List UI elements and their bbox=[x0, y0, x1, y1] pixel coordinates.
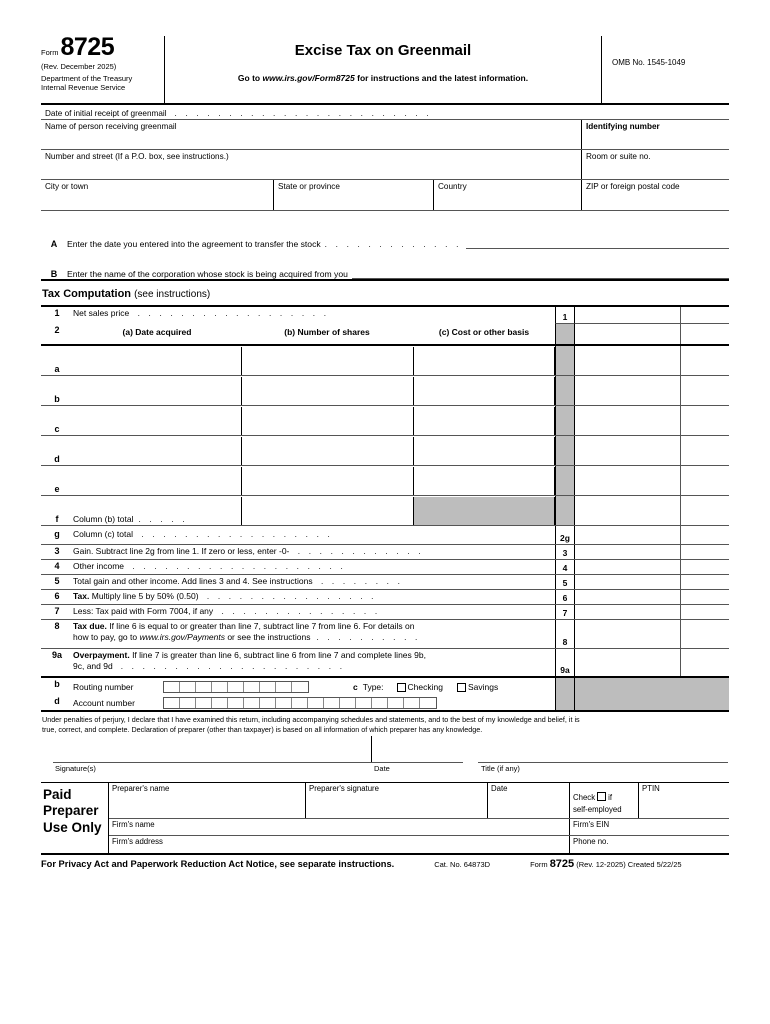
name-field[interactable] bbox=[41, 120, 581, 149]
row-a-amount-blank bbox=[575, 346, 681, 375]
country-field[interactable] bbox=[433, 180, 581, 210]
preparer-signature-label: Preparer's signature bbox=[309, 783, 379, 793]
row-c-col-a[interactable] bbox=[73, 407, 241, 435]
line-7-amount[interactable] bbox=[575, 605, 681, 619]
goto-url[interactable]: www.irs.gov/Form8725 bbox=[262, 73, 355, 83]
line-b-letter: B bbox=[50, 269, 58, 279]
signatures-label: Signature(s) bbox=[55, 763, 96, 773]
ptin-field[interactable] bbox=[639, 783, 729, 818]
room-label: Room or suite no. bbox=[586, 152, 651, 161]
paid-preparer-line-1: Paid bbox=[43, 786, 72, 802]
checkbox-checking[interactable] bbox=[397, 683, 406, 692]
identifying-number-label: Identifying number bbox=[586, 122, 660, 131]
row-b-gray bbox=[555, 376, 575, 405]
line-a-input[interactable] bbox=[466, 238, 729, 249]
line-1-amount[interactable] bbox=[575, 307, 681, 324]
line-2g-text-wrap bbox=[73, 526, 555, 544]
line-3-box-number: 3 bbox=[555, 545, 575, 559]
line-2-number: 2 bbox=[54, 325, 60, 335]
form-footer bbox=[41, 855, 729, 870]
line-9b-label: Routing number bbox=[73, 682, 134, 692]
line-5-number: 5 bbox=[54, 576, 60, 586]
line-6-dots: . . . . . . . . . . . . . . . . bbox=[206, 592, 377, 601]
line-4-row bbox=[41, 560, 729, 575]
row-b-col-b[interactable] bbox=[241, 377, 413, 405]
line-b-row bbox=[41, 249, 729, 279]
line-9d-number: d bbox=[54, 696, 60, 706]
row-c-gray bbox=[555, 406, 575, 435]
line-2-header-row bbox=[41, 324, 729, 346]
row-c-col-c[interactable] bbox=[413, 407, 555, 435]
form-body bbox=[41, 33, 729, 870]
row-d-amount-blank bbox=[575, 436, 681, 465]
line-4-cents[interactable] bbox=[681, 560, 729, 574]
account-number-input[interactable] bbox=[163, 697, 437, 709]
state-field[interactable] bbox=[273, 180, 433, 210]
line-8-row bbox=[41, 620, 729, 649]
omb-block bbox=[602, 36, 729, 103]
firm-address-label: Firm's address bbox=[112, 836, 163, 846]
line-2f-letter: f bbox=[55, 514, 59, 524]
name-label: Name of person receiving greenmail bbox=[45, 122, 177, 131]
signature-date-label: Date bbox=[374, 763, 390, 773]
row-letter-e: e bbox=[54, 484, 60, 494]
department-line-1: Department of the Treasury bbox=[41, 73, 133, 83]
line-6-box-number: 6 bbox=[555, 590, 575, 604]
line-7-cents[interactable] bbox=[681, 605, 729, 619]
row-e-cells bbox=[73, 466, 555, 495]
tax-computation-note: (see instructions) bbox=[134, 289, 211, 300]
line-6-cents[interactable] bbox=[681, 590, 729, 604]
line-7-dots: . . . . . . . . . . . . . . . bbox=[221, 607, 381, 616]
table-row bbox=[41, 346, 729, 376]
line-a-dots: . . . . . . . . . . . . . bbox=[324, 240, 462, 249]
checkbox-savings[interactable] bbox=[457, 683, 466, 692]
line-4-box-number: 4 bbox=[555, 560, 575, 574]
row-d-cells bbox=[73, 436, 555, 465]
col-a-header bbox=[73, 327, 241, 344]
line-9a-amount[interactable] bbox=[575, 649, 681, 676]
line-9a-box-number: 9a bbox=[555, 649, 575, 676]
zip-label: ZIP or foreign postal code bbox=[586, 182, 680, 191]
department-line-2: Internal Revenue Service bbox=[41, 83, 126, 93]
line-b-text: Enter the name of the corporation whose stock is being acquired from you bbox=[67, 269, 348, 279]
line-9b-row bbox=[41, 678, 729, 695]
goto-suffix: for instructions and the latest information. bbox=[354, 73, 529, 83]
title-label: Title (if any) bbox=[481, 763, 520, 773]
line-2f-gray bbox=[413, 497, 555, 525]
date-of-receipt-cell[interactable] bbox=[41, 105, 729, 119]
line-5-text-wrap bbox=[73, 575, 555, 589]
line-b-input[interactable] bbox=[352, 268, 729, 279]
col-b-label: (b) Number of shares bbox=[284, 327, 370, 337]
line-9c-label: Type: bbox=[362, 682, 384, 692]
line-8-number: 8 bbox=[54, 621, 60, 631]
form-label: Form bbox=[41, 48, 59, 57]
preparer-date-label: Date bbox=[491, 783, 508, 793]
line-9d-row bbox=[41, 695, 729, 712]
line-7-number: 7 bbox=[54, 606, 60, 616]
line-9d-gray-amount bbox=[575, 695, 681, 710]
line-2f-text: Column (b) total bbox=[73, 514, 134, 524]
title-line[interactable] bbox=[478, 762, 728, 763]
row-letter-b: b bbox=[54, 394, 60, 404]
row-e-cents-blank bbox=[681, 466, 729, 495]
line-7-row bbox=[41, 605, 729, 620]
line-4-dots: . . . . . . . . . . . . . . . . . . . . bbox=[132, 562, 346, 571]
row-c-amount-blank bbox=[575, 406, 681, 435]
line-9a-row bbox=[41, 649, 729, 678]
row-e-gray bbox=[555, 466, 575, 495]
line-9c-number: c bbox=[353, 682, 358, 692]
line-3-amount[interactable] bbox=[575, 545, 681, 559]
line-2g-letter: g bbox=[54, 529, 60, 539]
paid-preparer-section bbox=[41, 782, 729, 855]
line-9a-text-line-2 bbox=[73, 661, 555, 673]
row-b-col-c[interactable] bbox=[413, 377, 555, 405]
lines-ab-block bbox=[41, 210, 729, 281]
line-8-text2-pre: how to pay, go to bbox=[73, 631, 140, 642]
line-9a-bold: Overpayment. bbox=[73, 650, 130, 660]
col-b-header bbox=[241, 327, 413, 344]
line-3-number: 3 bbox=[54, 546, 60, 556]
line-3-cents[interactable] bbox=[681, 545, 729, 559]
line-5-row bbox=[41, 575, 729, 590]
savings-label: Savings bbox=[467, 682, 499, 692]
line-7-box-number: 7 bbox=[555, 605, 575, 619]
date-of-receipt-label: Date of initial receipt of greenmail bbox=[45, 108, 167, 118]
line-9a-text-wrap bbox=[73, 649, 555, 676]
footer-form-prefix: Form bbox=[530, 859, 550, 869]
ptin-label: PTIN bbox=[642, 783, 660, 793]
table-row bbox=[41, 436, 729, 466]
street-row bbox=[41, 150, 729, 180]
country-label: Country bbox=[438, 182, 467, 191]
paid-preparer-fields bbox=[109, 783, 729, 853]
line-8-dots: . . . . . . . . . . bbox=[316, 632, 421, 642]
privacy-notice: For Privacy Act and Paperwork Reduction Act Notice, see separate instructions. bbox=[41, 858, 395, 869]
if-label: if bbox=[608, 792, 613, 802]
line-8-box-number: 8 bbox=[555, 620, 575, 648]
line-8-cents[interactable] bbox=[681, 620, 729, 648]
date-of-receipt-row bbox=[41, 105, 729, 120]
line-9a-dots: . . . . . . . . . . . . . . . . . . . . . bbox=[120, 661, 346, 671]
tax-computation-table bbox=[41, 305, 729, 712]
line-2f-box-gray bbox=[555, 496, 575, 525]
preparer-row-2 bbox=[109, 819, 729, 836]
line-a-text: Enter the date you entered into the agreement to transfer the stock bbox=[67, 239, 321, 249]
line-1-box-number: 1 bbox=[555, 307, 575, 324]
line-2f-cents-blank bbox=[681, 496, 729, 525]
line-1-text: Net sales price bbox=[73, 308, 130, 318]
line-7-text-wrap bbox=[73, 605, 555, 619]
line-2-columns bbox=[73, 324, 555, 344]
row-a-cents-blank bbox=[681, 346, 729, 375]
line-a-letter: A bbox=[50, 239, 58, 249]
col-c-header bbox=[413, 327, 555, 344]
line-8-amount[interactable] bbox=[575, 620, 681, 648]
line-6-text: Multiply line 5 by 50% (0.50) bbox=[89, 591, 199, 601]
table-row bbox=[41, 376, 729, 406]
self-employed-field bbox=[570, 783, 639, 818]
department-block bbox=[41, 74, 158, 93]
line-9a-text1: If line 7 is greater than line 6, subtract line 6 from line 7 and complete lines 9b, bbox=[129, 650, 426, 660]
line-2f-dots: . . . . . bbox=[138, 515, 188, 524]
form-number-block bbox=[41, 33, 158, 61]
line-8-text1: If line 6 is equal to or greater than line 7, subtract line 7 from line 6. For details on bbox=[106, 621, 415, 631]
line-6-bold: Tax. bbox=[73, 591, 90, 601]
perjury-statement bbox=[41, 712, 729, 736]
line-9a-cents[interactable] bbox=[681, 649, 729, 676]
preparer-signature-field[interactable] bbox=[306, 783, 488, 818]
row-d-col-b[interactable] bbox=[241, 437, 413, 465]
line-2-box-gray bbox=[555, 324, 575, 344]
table-row bbox=[41, 466, 729, 496]
line-1-row bbox=[41, 307, 729, 324]
routing-number-input[interactable] bbox=[163, 681, 309, 693]
line-2-amount-blank bbox=[575, 324, 681, 344]
omb-number: OMB No. 1545-1049 bbox=[612, 58, 686, 67]
line-4-text-wrap bbox=[73, 560, 555, 574]
line-2g-row bbox=[41, 526, 729, 545]
line-8-url[interactable]: www.irs.gov/Payments bbox=[139, 631, 225, 642]
row-b-col-a[interactable] bbox=[73, 377, 241, 405]
row-e-col-b[interactable] bbox=[241, 467, 413, 495]
form-revision: (Rev. December 2025) bbox=[41, 61, 117, 71]
preparer-row-1 bbox=[109, 783, 729, 819]
line-5-dots: . . . . . . . . bbox=[320, 577, 404, 586]
footer-form-suffix: (Rev. 12-2025) Created 5/22/25 bbox=[574, 859, 682, 869]
line-8-text-line-2 bbox=[73, 632, 555, 644]
row-e-col-c[interactable] bbox=[413, 467, 555, 495]
line-2g-dots: . . . . . . . . . . . . . . . . . . bbox=[141, 530, 333, 539]
row-a-gray bbox=[555, 346, 575, 375]
line-1-dots: . . . . . . . . . . . . . . . . . . bbox=[137, 309, 330, 318]
line-4-number: 4 bbox=[54, 561, 60, 571]
row-c-cells bbox=[73, 406, 555, 435]
row-a-col-a[interactable] bbox=[73, 347, 241, 375]
line-9d-gray-box bbox=[555, 695, 575, 710]
line-9b-gray-cents bbox=[681, 678, 729, 695]
row-b-cells bbox=[73, 376, 555, 405]
line-3-dots: . . . . . . . . . . . . bbox=[297, 547, 424, 556]
line-9a-text-line-1 bbox=[73, 650, 555, 661]
signature-divider-tick bbox=[371, 736, 372, 763]
line-9b-gray-box bbox=[555, 678, 575, 695]
line-4-amount[interactable] bbox=[575, 560, 681, 574]
row-a-col-b[interactable] bbox=[241, 347, 413, 375]
line-7-text: Less: Tax paid with Form 7004, if any bbox=[73, 606, 214, 616]
paid-preparer-line-3: Use Only bbox=[43, 819, 102, 835]
line-2g-box-number: 2g bbox=[555, 526, 575, 544]
line-2f-cells bbox=[73, 496, 555, 525]
zip-field[interactable] bbox=[581, 180, 729, 210]
street-label: Number and street (If a P.O. box, see instructions.) bbox=[45, 152, 229, 161]
line-9a-number: 9a bbox=[51, 650, 62, 660]
table-row bbox=[41, 406, 729, 436]
signature-area bbox=[41, 736, 729, 782]
check-label: Check bbox=[573, 792, 596, 802]
line-5-box-number: 5 bbox=[555, 575, 575, 589]
line-3-text-wrap bbox=[73, 545, 555, 559]
checkbox-self-employed[interactable] bbox=[597, 792, 606, 801]
firm-ein-field[interactable] bbox=[570, 819, 729, 835]
line-2g-text: Column (c) total bbox=[73, 529, 133, 539]
signature-line[interactable] bbox=[53, 762, 463, 763]
line-5-text: Total gain and other income. Add lines 3 and 4. See instructions bbox=[73, 576, 313, 586]
tax-computation-heading bbox=[41, 281, 729, 305]
firm-ein-label: Firm's EIN bbox=[573, 819, 610, 829]
row-e-amount-blank bbox=[575, 466, 681, 495]
row-b-amount-blank bbox=[575, 376, 681, 405]
form-number: 8725 bbox=[60, 33, 115, 61]
city-row bbox=[41, 180, 729, 210]
footer-form-number: 8725 bbox=[549, 857, 575, 870]
street-field[interactable] bbox=[41, 150, 581, 179]
form-header bbox=[41, 33, 729, 105]
goto-prefix: Go to bbox=[237, 73, 263, 83]
col-c-label: (c) Cost or other basis bbox=[438, 327, 530, 337]
phone-field[interactable] bbox=[570, 836, 729, 853]
goto-instructions bbox=[175, 73, 591, 83]
perjury-line-1: Under penalties of perjury, I declare that I have examined this return, including accompanying schedules and statements, and to the best of my knowledge and belief, it is bbox=[42, 715, 580, 724]
line-2f-amount[interactable] bbox=[241, 497, 413, 525]
row-c-cents-blank bbox=[681, 406, 729, 435]
line-2f-row bbox=[41, 496, 729, 526]
line-5-amount[interactable] bbox=[575, 575, 681, 589]
checking-label: Checking bbox=[407, 682, 443, 692]
firm-name-field[interactable] bbox=[109, 819, 570, 835]
line-3-row bbox=[41, 545, 729, 560]
name-row bbox=[41, 120, 729, 150]
col-a-label: (a) Date acquired bbox=[122, 327, 192, 337]
row-d-gray bbox=[555, 436, 575, 465]
line-3-text: Gain. Subtract line 2g from line 1. If zero or less, enter -0- bbox=[73, 546, 290, 556]
row-d-col-c[interactable] bbox=[413, 437, 555, 465]
line-9b-number: b bbox=[54, 679, 60, 689]
line-2g-cents[interactable] bbox=[681, 526, 729, 544]
paid-preparer-label bbox=[41, 783, 109, 853]
self-employed-label: self-employed bbox=[573, 804, 622, 814]
line-9d-label: Account number bbox=[73, 698, 135, 708]
preparer-row-3 bbox=[109, 836, 729, 853]
row-letter-a: a bbox=[54, 364, 60, 374]
header-title-block bbox=[165, 36, 602, 103]
line-2f-amount-blank bbox=[575, 496, 681, 525]
line-2-rows bbox=[41, 346, 729, 496]
line-2f-label-wrap bbox=[73, 497, 241, 525]
line-9d-content bbox=[73, 695, 555, 710]
header-form-identity bbox=[41, 33, 165, 103]
room-field[interactable] bbox=[581, 150, 729, 179]
line-2-cents-blank bbox=[681, 324, 729, 344]
paid-preparer-line-2: Preparer bbox=[43, 803, 99, 819]
row-e-col-a[interactable] bbox=[73, 467, 241, 495]
line-6-row bbox=[41, 590, 729, 605]
line-8-text-wrap bbox=[73, 620, 555, 648]
perjury-line-2: true, correct, and complete. Declaration of preparer (other than taxpayer) is based on all information of which preparer has any knowledge. bbox=[42, 725, 483, 735]
line-1-number: 1 bbox=[54, 308, 60, 318]
row-b-cents-blank bbox=[681, 376, 729, 405]
preparer-name-field[interactable] bbox=[109, 783, 306, 818]
identifying-number-field[interactable] bbox=[581, 120, 729, 149]
row-d-col-a[interactable] bbox=[73, 437, 241, 465]
line-8-text2-post: or see the instructions bbox=[224, 631, 311, 642]
row-a-cells bbox=[73, 346, 555, 375]
footer-form-info bbox=[530, 858, 682, 870]
line-6-text-wrap bbox=[73, 590, 555, 604]
row-letter-d: d bbox=[54, 454, 60, 464]
line-8-text-line-1 bbox=[73, 621, 555, 632]
firm-name-label: Firm's name bbox=[112, 819, 155, 829]
phone-label: Phone no. bbox=[573, 836, 609, 846]
row-a-col-c[interactable] bbox=[413, 347, 555, 375]
tax-computation-title: Tax Computation bbox=[42, 288, 132, 300]
row-letter-c: c bbox=[54, 424, 60, 434]
city-field[interactable] bbox=[41, 180, 273, 210]
line-5-cents[interactable] bbox=[681, 575, 729, 589]
line-1-text-wrap bbox=[73, 307, 555, 324]
line-4-text: Other income bbox=[73, 561, 125, 571]
page-title: Excise Tax on Greenmail bbox=[294, 42, 472, 59]
line-1-cents[interactable] bbox=[681, 307, 729, 324]
row-c-col-b[interactable] bbox=[241, 407, 413, 435]
line-6-amount[interactable] bbox=[575, 590, 681, 604]
leader-dots: . . . . . . . . . . . . . . . . . . . . . . . . bbox=[174, 108, 432, 118]
firm-address-field[interactable] bbox=[109, 836, 570, 853]
preparer-name-label: Preparer's name bbox=[112, 783, 170, 793]
line-9b-content bbox=[73, 678, 555, 695]
city-label: City or town bbox=[45, 182, 89, 191]
line-a-row bbox=[41, 219, 729, 249]
line-8-bold: Tax due. bbox=[73, 621, 107, 631]
catalog-number: Cat. No. 64873D bbox=[434, 859, 491, 869]
line-2g-amount[interactable] bbox=[575, 526, 681, 544]
state-label: State or province bbox=[278, 182, 340, 191]
row-d-cents-blank bbox=[681, 436, 729, 465]
preparer-date-field[interactable] bbox=[488, 783, 570, 818]
line-9a-text2: 9c, and 9d bbox=[73, 660, 113, 671]
line-6-number: 6 bbox=[54, 591, 60, 601]
line-9b-gray-amount bbox=[575, 678, 681, 695]
line-9d-gray-cents bbox=[681, 695, 729, 710]
